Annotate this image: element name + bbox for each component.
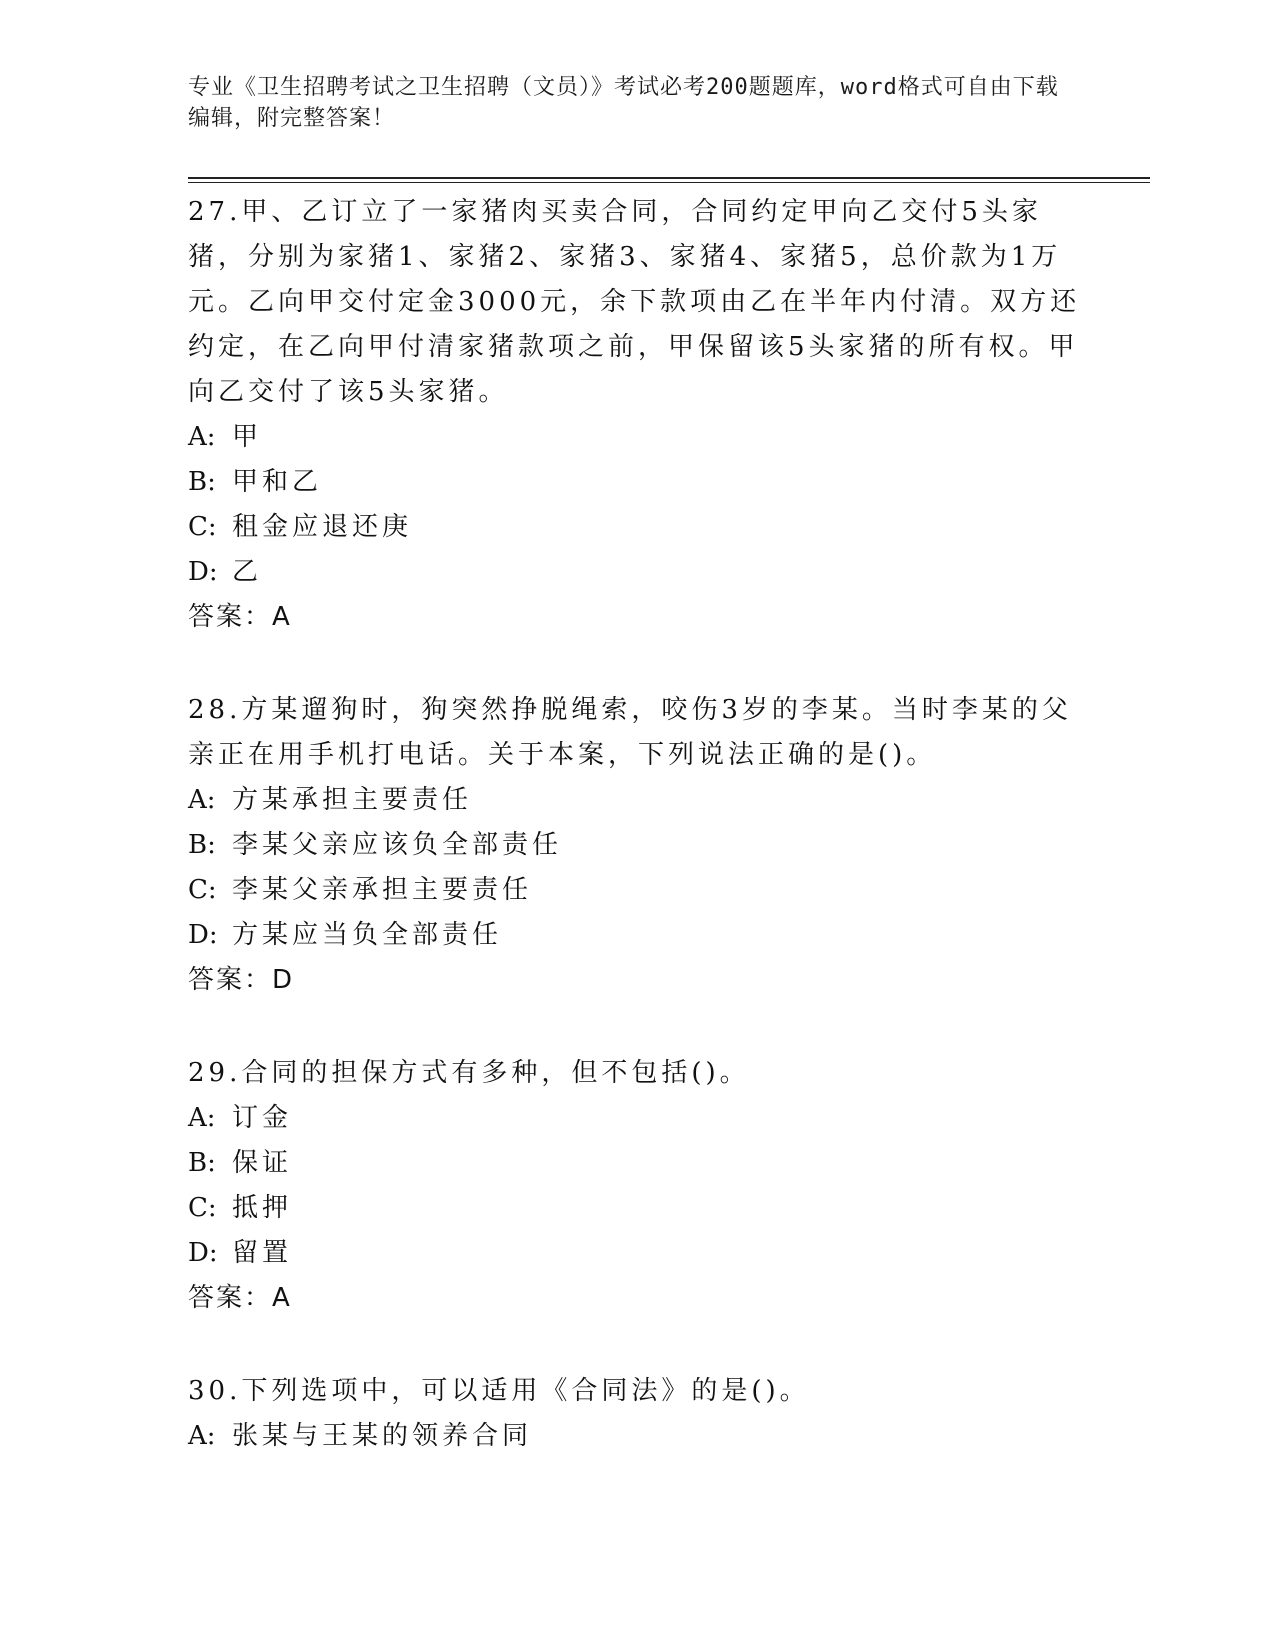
answer-line: 答案：A xyxy=(188,602,292,632)
option-letter: D: xyxy=(188,920,218,950)
question-27 xyxy=(188,190,1088,640)
answer-line: 答案：D xyxy=(188,965,295,995)
option-b xyxy=(188,823,1088,868)
document-header: 专业《卫生招聘考试之卫生招聘（文员）》考试必考200题题库，word格式可自由下载编辑，附完整答案！ xyxy=(188,75,1059,131)
option-letter: C: xyxy=(188,1193,217,1223)
option-text: 李某父亲承担主要责任 xyxy=(232,875,533,905)
question-stem: 27.甲、乙订立了一家猪肉买卖合同，合同约定甲向乙交付5头家猪，分别为家猪1、家猪2、家猪3、家猪4、家猪5，总价款为1万元。乙向甲交付定金3000元，余下款项由乙在半年内付清。双方还约定，在乙向甲付清家猪款项之前，甲保留该5头家猪的所有权。甲向乙交付了该5头家猪。 xyxy=(188,197,1081,407)
question-29 xyxy=(188,1051,1088,1321)
option-d xyxy=(188,550,1088,595)
question-list xyxy=(188,190,1088,1507)
option-letter: D: xyxy=(188,557,218,587)
option-text: 方某承担主要责任 xyxy=(232,785,473,815)
option-text: 李某父亲应该负全部责任 xyxy=(232,830,563,860)
option-b xyxy=(188,1141,1088,1186)
option-text: 留置 xyxy=(232,1238,293,1268)
question-28 xyxy=(188,688,1088,1003)
option-a xyxy=(188,1414,1088,1459)
header-divider-thick xyxy=(188,177,1150,179)
option-c xyxy=(188,868,1088,913)
option-a xyxy=(188,778,1088,823)
option-letter: C: xyxy=(188,875,217,905)
option-c xyxy=(188,1186,1088,1231)
question-stem: 29.合同的担保方式有多种，但不包括()。 xyxy=(188,1058,750,1088)
option-letter: A: xyxy=(188,1103,216,1133)
option-b xyxy=(188,460,1088,505)
option-letter: A: xyxy=(188,422,216,452)
option-text: 甲和乙 xyxy=(232,467,323,497)
option-c xyxy=(188,505,1088,550)
option-text: 方某应当负全部责任 xyxy=(232,920,503,950)
option-letter: D: xyxy=(188,1238,218,1268)
option-d xyxy=(188,1231,1088,1276)
option-letter: C: xyxy=(188,512,217,542)
option-a xyxy=(188,1096,1088,1141)
option-letter: B: xyxy=(188,467,216,497)
option-text: 乙 xyxy=(232,557,263,587)
option-text: 张某与王某的领养合同 xyxy=(232,1421,533,1451)
option-text: 甲 xyxy=(232,422,263,452)
option-text: 订金 xyxy=(232,1103,293,1133)
question-30 xyxy=(188,1369,1088,1459)
option-letter: A: xyxy=(188,785,216,815)
option-letter: B: xyxy=(188,1148,216,1178)
question-stem: 28.方某遛狗时，狗突然挣脱绳索，咬伤3岁的李某。当时李某的父亲正在用手机打电话。关于本案，下列说法正确的是()。 xyxy=(188,695,1072,770)
option-a xyxy=(188,415,1088,460)
option-d xyxy=(188,913,1088,958)
option-letter: B: xyxy=(188,830,216,860)
question-stem: 30.下列选项中，可以适用《合同法》的是()。 xyxy=(188,1376,810,1406)
header-divider-thin xyxy=(188,182,1150,183)
answer-line: 答案：A xyxy=(188,1283,292,1313)
option-text: 抵押 xyxy=(232,1193,293,1223)
option-letter: A: xyxy=(188,1421,216,1451)
option-text: 保证 xyxy=(232,1148,293,1178)
option-text: 租金应退还庚 xyxy=(232,512,413,542)
